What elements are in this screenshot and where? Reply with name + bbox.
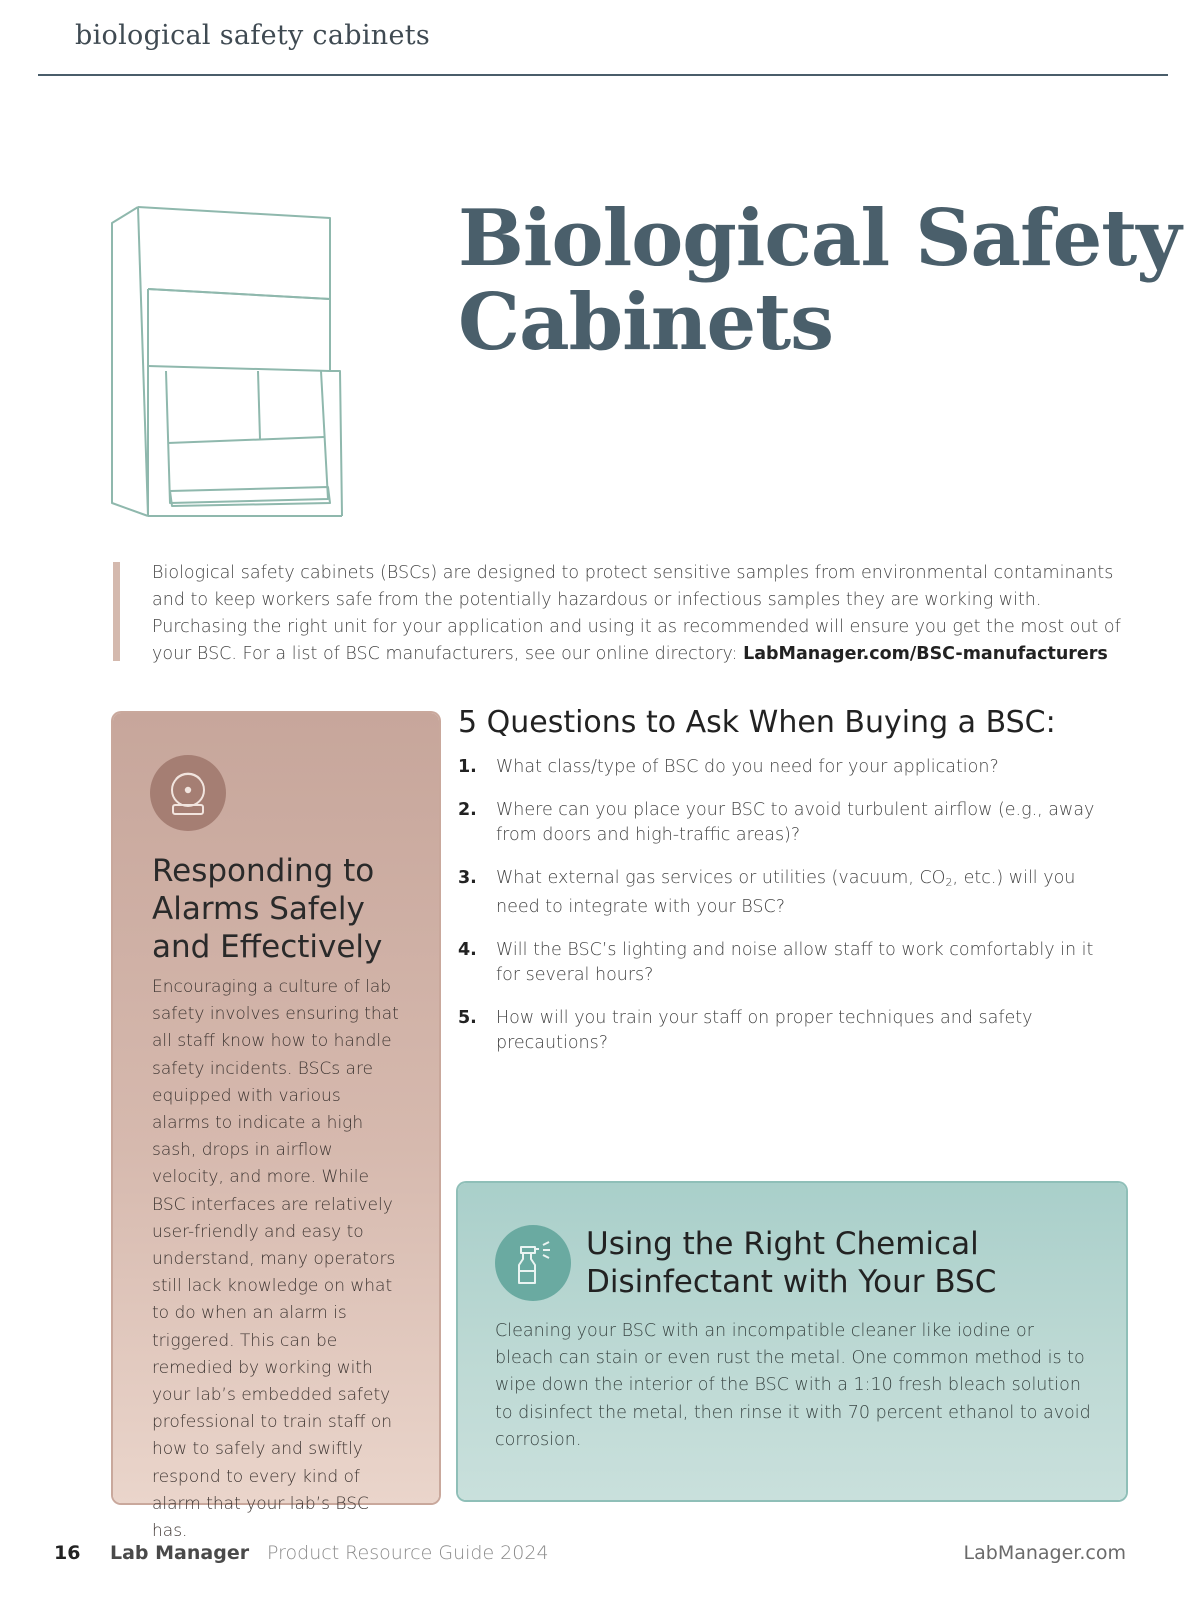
page-number: 16 bbox=[54, 1542, 81, 1564]
header-rule bbox=[38, 74, 1168, 76]
running-header: biological safety cabinets bbox=[75, 20, 431, 51]
spray-bottle-icon bbox=[495, 1225, 571, 1301]
alarm-bell-icon bbox=[150, 755, 226, 831]
question-number: 4. bbox=[458, 940, 477, 960]
question-text bbox=[496, 868, 1075, 917]
question-text-before: What external gas services or utilities (vacuum, CO bbox=[496, 868, 946, 888]
intro-accent-bar bbox=[113, 562, 120, 661]
page-title-line1: Biological Safety bbox=[458, 193, 1181, 284]
co2-subscript: 2 bbox=[945, 876, 953, 889]
footer-website[interactable]: LabManager.com bbox=[963, 1542, 1126, 1564]
page-title-line2: Cabinets bbox=[458, 277, 834, 368]
questions-list bbox=[458, 755, 1098, 1074]
alarm-box-body: Encouraging a culture of lab safety involves ensuring that all staff know how to handle safety incidents. BSCs are equipped with various alarms to indicate a high sash, drops in airflow velocity, and more. While BSC interfaces are relatively user-friendly and easy to understand, many operators still lack knowledge on what to do when an alarm is triggered. This can be remedied by working with your lab’s embedded safety professional to train staff on how to safely and swiftly respond to every kind of alarm that your lab’s BSC has. bbox=[152, 977, 399, 1542]
question-text: Will the BSC’s lighting and noise allow staff to work comfortably in it for several hours? bbox=[496, 940, 1094, 985]
intro-text: Biological safety cabinets (BSCs) are designed to protect sensitive samples from environmental contaminants and to keep workers safe from the potentially hazardous or infectious samples they are working with. Purchasing the right unit for your application and using it as recommended will ensure you get the most out of your BSC. For a list of BSC manufacturers, see our online directory: bbox=[152, 563, 1121, 664]
biosafety-cabinet-icon bbox=[108, 203, 353, 533]
question-item bbox=[458, 938, 1098, 988]
question-number: 3. bbox=[458, 868, 477, 888]
question-text: What class/type of BSC do you need for your application? bbox=[496, 757, 999, 777]
question-number: 1. bbox=[458, 757, 477, 777]
intro-paragraph bbox=[152, 560, 1127, 668]
question-item bbox=[458, 798, 1098, 848]
page-title bbox=[458, 193, 1181, 368]
manufacturers-link[interactable]: LabManager.com/BSC-manufacturers bbox=[743, 644, 1108, 664]
question-item bbox=[458, 1006, 1098, 1056]
questions-heading: 5 Questions to Ask When Buying a BSC: bbox=[458, 705, 1056, 740]
question-number: 2. bbox=[458, 800, 477, 820]
question-number: 5. bbox=[458, 1008, 477, 1028]
disinfectant-box-title: Using the Right Chemical Disinfectant with Your BSC bbox=[586, 1226, 997, 1300]
question-text: Where can you place your BSC to avoid turbulent airflow (e.g., away from doors and high-traffic areas)? bbox=[496, 800, 1095, 845]
question-text-after: , etc.) will you need to integrate with your BSC? bbox=[496, 868, 1076, 917]
question-item bbox=[458, 755, 1098, 780]
question-item bbox=[458, 866, 1098, 920]
footer-guide-title: Product Resource Guide 2024 bbox=[267, 1542, 549, 1564]
alarm-box-title: Responding to Alarms Safely and Effectively bbox=[152, 853, 383, 965]
question-text: How will you train your staff on proper techniques and safety precautions? bbox=[496, 1008, 1033, 1053]
footer-brand: Lab Manager bbox=[110, 1542, 250, 1564]
disinfectant-box-body: Cleaning your BSC with an incompatible cleaner like iodine or bleach can stain or even rust the metal. One common method is to wipe down the interior of the BSC with a 1:10 fresh bleach solution to disinfect the metal, then rinse it with 70 percent ethanol to avoid corrosion. bbox=[495, 1321, 1091, 1450]
